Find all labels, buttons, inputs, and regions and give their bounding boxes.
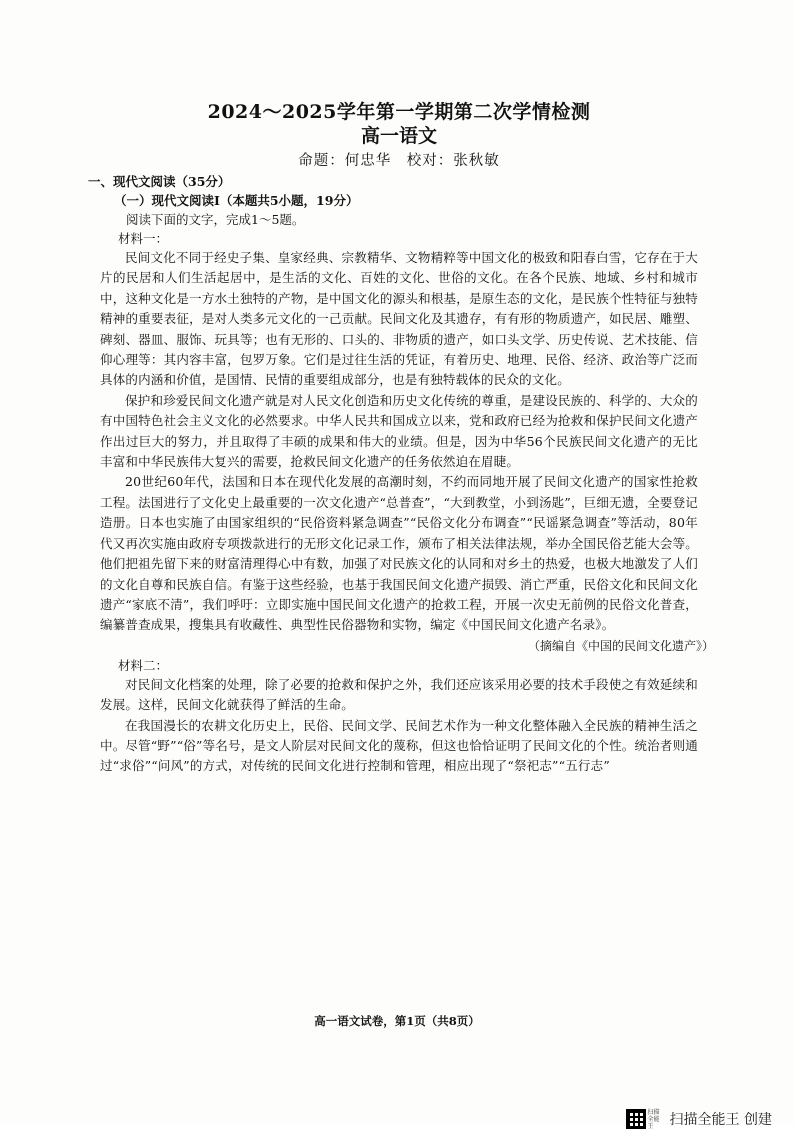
scanner-logo-text: 扫描全能王 bbox=[647, 1108, 660, 1130]
page-content bbox=[88, 100, 714, 777]
exam-subject: 高一语文 bbox=[360, 125, 437, 147]
reading-instruction: 阅读下面的文字，完成1～5题。 bbox=[126, 212, 305, 227]
material-one-label: 材料一： bbox=[118, 231, 169, 246]
material-one-paragraph: 保护和珍爱民间文化遗产就是对人民文化创造和历史文化传统的尊重，是建设民族的、科学的、大众的有中国特色社会主义文化的必然要求。中华人民共和国成立以来，党和政府已经为抢救和保护民间文化遗产作出过巨大的努力，并且取得了丰硕的成果和伟大的业绩。但是，因为中华56个民族民间文化遗产的无比丰富和中华民族伟大复兴的需要，抢救民间文化遗产的任务依然迫在眉睫。 bbox=[100, 392, 698, 470]
watermark-text: 扫描全能王 创建 bbox=[669, 1112, 772, 1128]
material-two-label: 材料二： bbox=[118, 657, 169, 673]
qr-code-icon bbox=[626, 1109, 646, 1129]
material-one-source: （摘编自《中国的民间文化遗产》） bbox=[527, 638, 714, 653]
scanner-watermark bbox=[626, 1106, 772, 1132]
subsection-heading: （一）现代文阅读Ⅰ（本题共5小题，19分） bbox=[114, 193, 359, 208]
material-one-paragraph: 20世纪60年代，法国和日本在现代化发展的高潮时刻，不约而同地开展了民间文化遗产的国家性抢救工程。法国进行了文化史上最重要的一次文化遗产“总普查”，“大到教堂，小到汤匙”，巨细无遗，全要登记造册。日本也实施了由国家组织的“民俗资料紧急调查”“民俗文化分布调查”“民谣紧急调查”等活动，80年代又再次实施由政府专项拨款进行的无形文化记录工作，颁布了相关法律法规，举办全国民俗艺能大会等。他们把祖先留下来的财富清理得心中有数，加强了对民族文化的认同和对乡土的热爱，也极大地激发了人们的文化自尊和民族自信。有鉴于这些经验，也基于我国民间文化遗产损毁、消亡严重，民俗文化和民间文化遗产“家底不清”，我们呼吁：立即实施中国民间文化遗产的抢救工程，开展一次史无前例的民俗文化普查，编纂普查成果，搜集具有收藏性、典型性民俗器物和实物，编定《中国民间文化遗产名录》。 bbox=[100, 474, 698, 633]
material-one-paragraph: 民间文化不同于经史子集、皇家经典、宗教精华、文物精粹等中国文化的极致和阳春白雪，它存在于大片的民居和人们生活起居中，是生活的文化、百姓的文化、世俗的文化。在各个民族、地域、乡村和城市中，这种文化是一方水土独特的产物，是中国文化的源头和根基，是原生态的文化，是民族个性特征与独特精神的重要表征，是对人类多元文化的一己贡献。民间文化及其遗存，有有形的物质遗产，如民居、雕塑、碑刻、器皿、服饰、玩具等；也有无形的、口头的、非物质的遗产，如口头文学、历史传说、艺术技能、信仰心理等：其内容丰富，包罗万象。它们是过往生活的凭证，有着历史、地理、民俗、经济、政治等广泛而具体的内涵和价值，是国情、民情的重要组成部分，也是有独特载体的民众的文化。 bbox=[100, 250, 698, 388]
material-two-paragraph: 在我国漫长的农耕文化历史上，民俗、民间文学、民间艺术作为一种文化整体融入全民族的精神生活之中。尽管“野”“俗”等名号，是文人阶层对民间文化的蔑称，但这也恰恰证明了民间文化的个性。统治者则通过“求俗”“问风”的方式，对传统的民间文化进行控制和管理，相应出现了“祭祀志”“五行志” bbox=[100, 717, 698, 774]
exam-credits: 命题：何忠华 校对：张秋敏 bbox=[298, 153, 500, 169]
material-two-paragraph: 对民间文化档案的处理，除了必要的抢救和保护之外，我们还应该采用必要的技术手段使之有效延续和发展。这样，民间文化就获得了鲜活的生命。 bbox=[100, 676, 698, 713]
page-footer: 高一语文试卷，第1页（共8页） bbox=[314, 1014, 480, 1028]
exam-title: 2024～2025学年第一学期第二次学情检测 bbox=[207, 101, 591, 123]
section-heading: 一、现代文阅读（35分） bbox=[88, 174, 231, 189]
scanner-logo bbox=[626, 1106, 664, 1132]
